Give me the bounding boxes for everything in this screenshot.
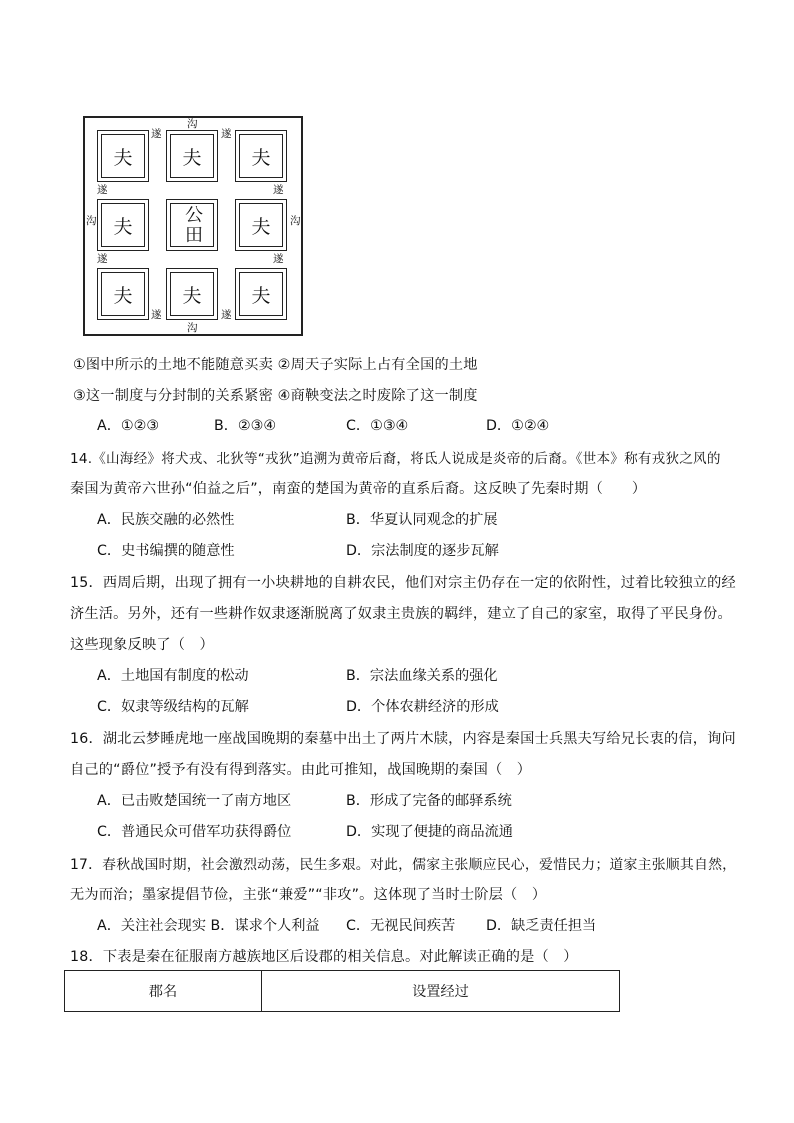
table-header-cell: 郡名	[65, 971, 262, 1011]
plot-cell: 夫	[235, 199, 287, 251]
plot-cell: 夫	[97, 268, 149, 320]
q17-option-a-b[interactable]: A．关注社会现实 B．谋求个人利益	[97, 918, 320, 934]
q13-statement: ①图中所示的土地不能随意买卖 ②周天子实际上占有全国的土地	[73, 357, 478, 373]
q15-stem: 15．西周后期，出现了拥有一小块耕地的自耕农民，他们对宗主仍存在一定的依附性，过着比较独立的经	[70, 575, 736, 591]
public-field-cell: 公田	[166, 199, 218, 251]
q18-table	[64, 970, 620, 1012]
q16-option-a[interactable]: A．已击败楚国统一了南方地区	[97, 793, 292, 809]
q17-option-c[interactable]: C．无视民间疾苦	[346, 918, 456, 934]
q17-stem: 17．春秋战国时期，社会激烈动荡，民生多艰。对此，儒家主张顺应民心，爱惜民力；道家主张顺其自然，	[70, 857, 737, 873]
q13-option-d[interactable]: D．①②④	[486, 418, 550, 434]
q15-option-d[interactable]: D．个体农耕经济的形成	[346, 699, 499, 715]
plot-cell: 夫	[235, 130, 287, 182]
q13-option-b[interactable]: B．②③④	[214, 418, 277, 434]
q13-option-c[interactable]: C．①③④	[346, 418, 409, 434]
channel-label: 遂	[221, 309, 232, 321]
q14-option-b[interactable]: B．华夏认同观念的扩展	[346, 512, 498, 528]
q14-option-a[interactable]: A．民族交融的必然性	[97, 512, 235, 528]
channel-label: 遂	[97, 253, 108, 265]
q14-option-c[interactable]: C．史书编撰的随意性	[97, 543, 235, 559]
q15-option-a[interactable]: A．土地国有制度的松动	[97, 668, 249, 684]
channel-label: 遂	[97, 184, 108, 196]
q13-option-a[interactable]: A．①②③	[97, 418, 160, 434]
plot-cell: 夫	[235, 268, 287, 320]
q15-option-c[interactable]: C．奴隶等级结构的瓦解	[97, 699, 249, 715]
plot-cell: 夫	[166, 268, 218, 320]
channel-label: 遂	[151, 128, 162, 140]
q15-option-b[interactable]: B．宗法血缘关系的强化	[346, 668, 498, 684]
q15-stem: 这些现象反映了（ ）	[70, 637, 214, 653]
channel-label: 遂	[273, 253, 284, 265]
channel-label: 遂	[221, 128, 232, 140]
channel-label: 遂	[273, 184, 284, 196]
q16-stem: 自己的“爵位”授予有没有得到落实。由此可推知，战国晚期的秦国（ ）	[70, 762, 532, 778]
q18-stem: 18．下表是秦在征服南方越族地区后设郡的相关信息。对此解读正确的是（ ）	[70, 949, 578, 965]
q16-option-d[interactable]: D．实现了便捷的商品流通	[346, 824, 513, 840]
q14-stem: 14.《山海经》将犬戎、北狄等“戎狄”追溯为黄帝后裔，将氐人说成是炎帝的后裔。《世本》称有戎狄之风的	[70, 451, 721, 467]
channel-label: 遂	[151, 309, 162, 321]
q16-stem: 16．湖北云梦睡虎地一座战国晚期的秦墓中出土了两片木牍，内容是秦国士兵黑夫写给兄长衷的信，询问	[70, 731, 736, 747]
ditch-label: 沟	[86, 215, 97, 227]
q17-option-d[interactable]: D．缺乏责任担当	[486, 918, 597, 934]
q15-stem: 济生活。另外，还有一些耕作奴隶逐渐脱离了奴隶主贵族的羁绊，建立了自己的家室，取得了平民身份。	[70, 606, 732, 622]
table-header-cell: 设置经过	[412, 984, 469, 1000]
q14-stem: 秦国为黄帝六世孙“伯益之后”，南蛮的楚国为黄帝的直系后裔。这反映了先秦时期（ ）	[70, 481, 647, 497]
q16-option-b[interactable]: B．形成了完备的邮驿系统	[346, 793, 512, 809]
q14-option-d[interactable]: D．宗法制度的逐步瓦解	[346, 543, 499, 559]
plot-cell: 夫	[97, 130, 149, 182]
q13-statement: ③这一制度与分封制的关系紧密 ④商鞅变法之时废除了这一制度	[73, 388, 478, 404]
ditch-label: 沟	[187, 118, 198, 130]
q17-stem: 无为而治；墨家提倡节俭，主张“兼爱”“非攻”。这体现了当时士阶层（ ）	[70, 887, 547, 903]
well-field-diagram	[83, 116, 303, 336]
q16-option-c[interactable]: C．普通民众可借军功获得爵位	[97, 824, 292, 840]
plot-cell: 夫	[97, 199, 149, 251]
ditch-label: 沟	[290, 215, 301, 227]
ditch-label: 沟	[187, 322, 198, 334]
plot-cell: 夫	[166, 130, 218, 182]
